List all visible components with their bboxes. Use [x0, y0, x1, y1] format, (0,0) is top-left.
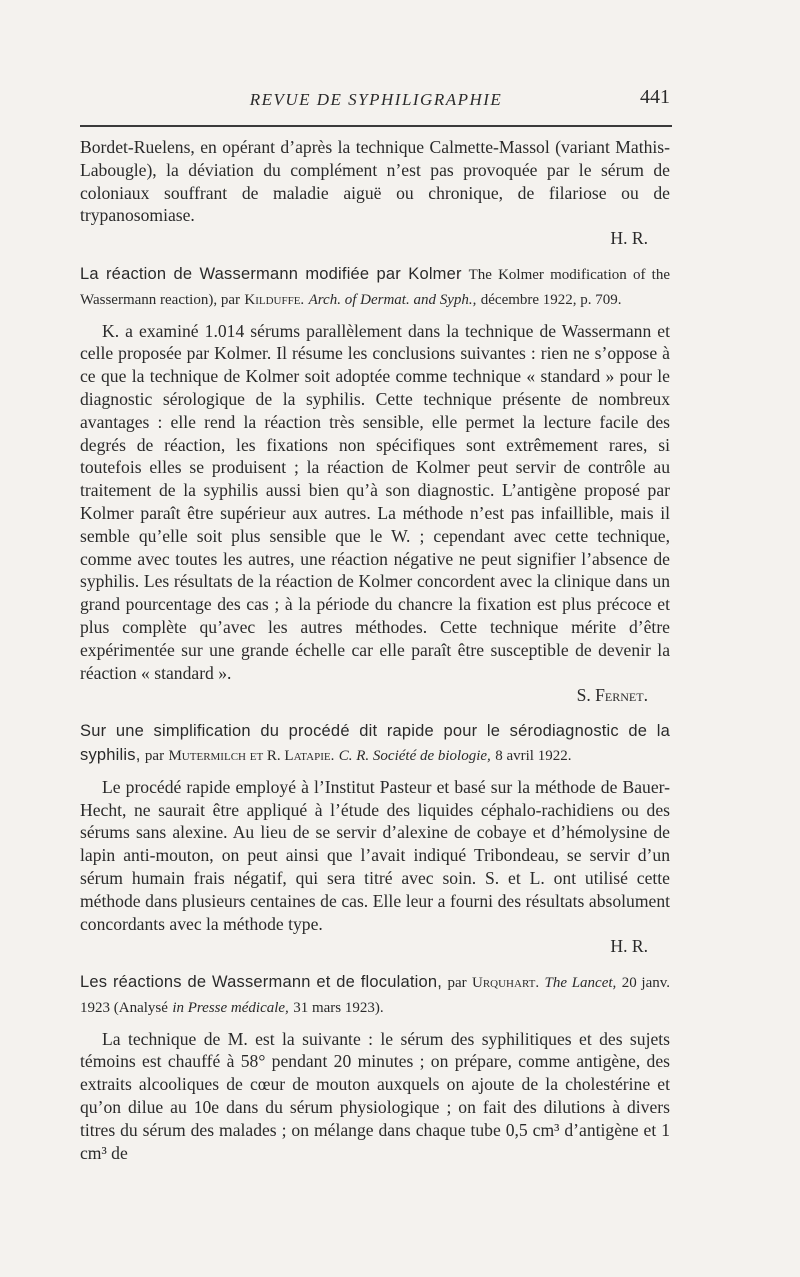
reference-journal-secondary: in Presse médicale, [172, 999, 289, 1016]
article-paragraph: K. a examiné 1.014 sérums parallèlement dans la technique de Wassermann et celle proposée par Kolmer. Il résume les conclusions suivantes : rien ne s’oppose à ce que la technique de Kolmer soit adoptée comme technique « standard » pour le diagnostic sérologique de la syphilis. Cette technique présente de nombreux avantages : elle rend la réaction très sensible, elle permet la lecture facile des degrés de réaction, les fixations non spécifiques sont extrêmement rares, si toutefois elles se produisent ; la réaction de Kolmer peut servir de contrôle au traitement de la syphilis aussi bien qu’à son diagnostic. L’antigène proposé par Kolmer paraît être supérieur aux autres. La méthode n’est pas infaillible, mais il semble qu’elle soit plus sensible que le W. ; cependant avec cette technique, comme avec toutes les autres, une réaction négative ne peut signifier l’absence de syphilis. Les résultats de la réaction de Kolmer concordent avec la clinique dans un grand pourcentage des cas ; à la période du chancre la fixation est plus précoce et plus complète qu’avec les autres méthodes. Cette technique mérite d’être expérimentée sur une grande échelle car elle paraît être susceptible de devenir la réaction « standard ». [80, 320, 670, 683]
reference-journal: C. R. Société de biologie, [338, 747, 491, 764]
reference-date: 8 avril 1922. [495, 747, 572, 764]
reference-author: Kilduffe. [244, 291, 305, 308]
reference-par: par [447, 975, 467, 992]
article-heading [80, 719, 670, 768]
reference-author: Urquhart. [472, 975, 540, 992]
signature: H. R. [610, 936, 648, 957]
reference-journal: The Lancet, [544, 975, 617, 992]
reference-journal: Arch. of Dermat. and Syph., [308, 291, 477, 308]
article-heading [80, 970, 670, 1020]
article-paragraph: Le procédé rapide employé à l’Institut Pasteur et basé sur la méthode de Bauer-Hecht, ne saurait être appliqué à l’étude des liquides céphalo-rachidiens ou des sérums sans alexine. Au lieu de se servir d’alexine de cobaye et d’hémolysine de lapin anti-mouton, on peut ainsi que l’avait indiqué Tribondeau, se servir d’un sérum humain frais négatif, qui sera titré avec soin. S. et L. ont utilisé cette méthode dans plusieurs centaines de cas. Elle leur a fourni des résultats absolument concordants avec la méthode type. [80, 776, 670, 934]
reference-date: 20 janv. 1923 (Analysé [80, 975, 671, 1016]
paragraph-text: Bordet-Ruelens, en opérant d’après la technique Calmette-Massol (variant Mathis-Labougle), la déviation du complément n’est pas provoquée par le sérum de coloniaux souffrant de maladie aiguë ou chronique, de filariose ou de trypanosomiase. [80, 137, 670, 226]
article-paragraph: La technique de M. est la suivante : le sérum des syphilitiques et des sujets témoins est chauffé à 58° pendant 20 minutes ; on prépare, comme antigène, des extraits alcooliques de cœur de mouton auxquels on ajoute de la cholestérine et qu’on dilue au 10e dans du sérum physiologique ; on fait des dilutions à divers titres du sérum des malades ; on mélange dans chaque tube 0,5 cm³ d’antigène et 1 cm³ de [80, 1028, 670, 1163]
page-number: 441 [640, 86, 670, 108]
body-text [80, 136, 670, 1164]
running-title: REVUE DE SYPHILIGRAPHIE [249, 90, 503, 109]
reference-authors: Mutermilch et R. Latapie. [168, 747, 335, 764]
heading-title: La réaction de Wassermann modifiée par Kolmer [80, 264, 462, 283]
continued-paragraph [80, 136, 670, 227]
reference-date: décembre 1922, p. 709. [480, 291, 622, 308]
article-heading [80, 262, 670, 312]
reference-date-secondary: 31 mars 1923). [293, 999, 384, 1016]
heading-title: Les réactions de Wassermann et de floculation, [80, 973, 443, 992]
header-rule [80, 125, 672, 127]
page-header [80, 86, 672, 116]
reference-title: The Kolmer modification of the Wassermann reaction), par [80, 266, 670, 308]
signature: S. Fernet. [576, 685, 648, 706]
heading-title: Sur une simplification du procédé dit rapide pour le sérodiagnostic de la syphilis, [80, 722, 670, 764]
signature: H. R. [610, 228, 648, 249]
reference-par: par [144, 747, 165, 764]
